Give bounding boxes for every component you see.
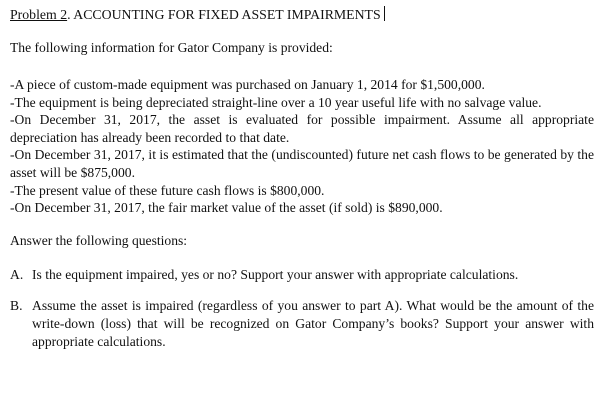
question-text: Is the equipment impaired, yes or no? Support your answer with appropriate calculations.	[32, 266, 519, 282]
fact-item: -On December 31, 2017, it is estimated that the (undiscounted) future net cash flows to be generated by the asset will be $875,000.	[10, 147, 594, 180]
fact-item: -A piece of custom-made equipment was purchased on January 1, 2014 for $1,500,000.	[10, 77, 485, 92]
fact-item: -The equipment is being depreciated straight-line over a 10 year useful life with no salvage value.	[10, 94, 542, 110]
document-page	[10, 6, 594, 350]
problem-heading: . ACCOUNTING FOR FIXED ASSET IMPAIRMENTS	[67, 7, 381, 22]
facts-list	[10, 76, 594, 217]
fact-item: -The present value of these future cash flows is $800,000.	[10, 182, 325, 198]
answer-instructions: Answer the following questions:	[10, 232, 188, 248]
question-text: Assume the asset is impaired (regardless of you answer to part A). What would be the amount of the write-down (loss) that will be recognized on Gator Company’s books? Support your answer with appropriate calculations.	[32, 298, 594, 349]
questions-list	[10, 266, 594, 350]
question-letter: A.	[10, 266, 24, 282]
fact-item: -On December 31, 2017, the asset is evaluated for possible impairment. Assume all appropriate depreciation has already been recorded to that date.	[10, 112, 594, 145]
question-item	[10, 297, 594, 350]
problem-title	[10, 6, 594, 24]
question-letter: B.	[10, 298, 23, 314]
intro-text: The following information for Gator Company is provided:	[10, 40, 333, 55]
text-cursor	[384, 6, 385, 21]
question-item	[10, 266, 594, 284]
problem-number: Problem 2	[10, 7, 68, 22]
fact-item: -On December 31, 2017, the fair market value of the asset (if sold) is $890,000.	[10, 200, 443, 216]
